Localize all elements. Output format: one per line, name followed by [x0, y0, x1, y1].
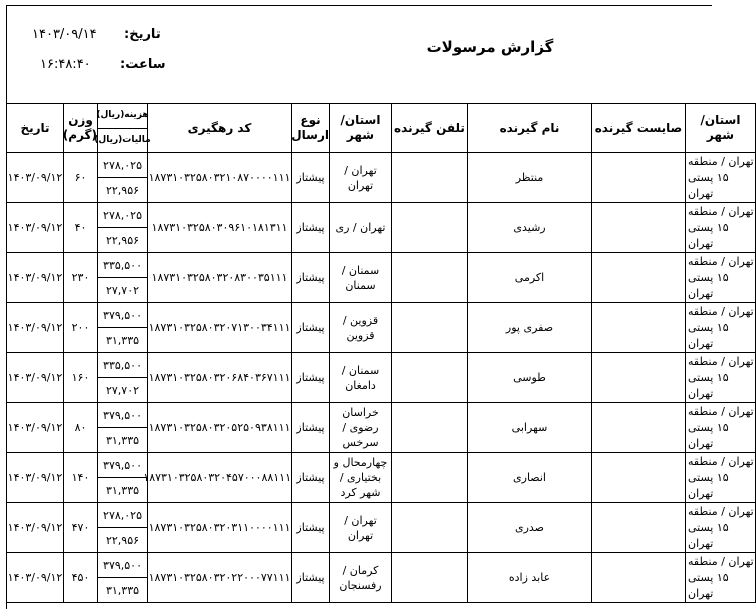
col-tax: مالیات(ریال) — [98, 128, 147, 153]
site-cell — [592, 403, 686, 453]
cost-tax-cell — [98, 453, 148, 503]
site-cell — [592, 303, 686, 353]
receiver-phone-cell — [392, 353, 468, 403]
tracking-cell — [148, 203, 292, 253]
weight-value: ۴۷۰ — [71, 521, 90, 534]
tracking-code: ۱۸۷۳۱۰۳۲۵۸۰۳۲۰۴۵۷۰۰۰۸۸۱۱۱ — [143, 471, 291, 484]
tax-value: ۲۷,۷۰۲ — [105, 383, 140, 397]
col-weight: وزن (گرم) — [64, 104, 98, 153]
weight-cell — [64, 253, 98, 303]
site-cell — [592, 453, 686, 503]
date-cell — [7, 253, 64, 303]
send-type-cell: پیشتاز — [292, 403, 330, 453]
date-value: ۱۴۰۳/۰۹/۱۲ — [7, 321, 63, 334]
col-destination: استان/ شهر — [330, 104, 392, 153]
date-cell — [7, 453, 64, 503]
weight-value: ۲۳۰ — [71, 271, 90, 284]
tax-value: ۲۲,۹۵۶ — [105, 533, 140, 547]
date-value: ۱۴۰۳/۰۹/۱۲ — [7, 271, 63, 284]
table-row — [7, 253, 756, 303]
destination-cell: خراسان رضوی / سرخس — [330, 403, 392, 453]
col-origin: استان/ شهر — [686, 104, 756, 153]
col-date: تاریخ — [7, 104, 64, 153]
receiver-name-cell: طوسی — [468, 353, 592, 403]
send-type-cell: پیشتاز — [292, 453, 330, 503]
tracking-code: ۱۸۷۳۱۰۳۲۵۸۰۳۰۹۶۱۰۱۸۱۳۱۱ — [151, 221, 288, 234]
tracking-code: ۱۸۷۳۱۰۳۲۵۸۰۳۲۰۲۲۰۰۰۷۷۱۱۱ — [148, 571, 291, 584]
weight-value: ۱۴۰ — [71, 471, 90, 484]
origin-cell: تهران / منطقه ۱۵ پستی تهران — [686, 503, 756, 553]
cost-tax-cell — [98, 303, 148, 353]
send-type-cell: پیشتاز — [292, 153, 330, 203]
destination-cell: سمنان / دامغان — [330, 353, 392, 403]
weight-cell — [64, 353, 98, 403]
tracking-cell — [148, 503, 292, 553]
weight-cell — [64, 303, 98, 353]
destination-cell: چهارمحال و بختیاری / شهر کرد — [330, 453, 392, 503]
date-cell — [7, 403, 64, 453]
col-cost-tax — [94, 104, 151, 153]
send-type-cell: پیشتاز — [292, 353, 330, 403]
destination-cell: سمنان / سمنان — [330, 253, 392, 303]
weight-cell — [64, 403, 98, 453]
time-label: ساعت: — [120, 57, 166, 72]
send-type-cell: پیشتاز — [292, 503, 330, 553]
receiver-phone-cell — [392, 253, 468, 303]
weight-value: ۲۰۰ — [71, 321, 90, 334]
weight-value: ۶۰ — [74, 171, 87, 184]
origin-cell: تهران / منطقه ۱۵ پستی تهران — [686, 403, 756, 453]
table-row — [7, 453, 756, 503]
site-cell — [592, 253, 686, 303]
weight-cell — [64, 153, 98, 203]
cost-value: ۳۷۹,۵۰۰ — [103, 408, 142, 422]
date-cell — [7, 303, 64, 353]
tax-value: ۳۱,۳۳۵ — [105, 433, 140, 447]
receiver-name-cell: صدری — [468, 503, 592, 553]
receiver-phone-cell — [392, 153, 468, 203]
tracking-cell — [143, 453, 292, 503]
receiver-phone-cell — [392, 453, 468, 503]
origin-cell: تهران / منطقه ۱۵ پستی تهران — [686, 153, 756, 203]
destination-cell: تهران / تهران — [330, 503, 392, 553]
date-value: ۱۴۰۳/۰۹/۱۲ — [7, 371, 63, 384]
site-cell — [592, 553, 686, 603]
col-send-type: نوع ارسال — [292, 104, 330, 153]
site-cell — [592, 503, 686, 553]
date-value: ۱۴۰۳/۰۹/۱۲ — [7, 571, 63, 584]
receiver-name-cell: انصاری — [468, 453, 592, 503]
date-cell — [7, 153, 64, 203]
cost-value: ۲۷۸,۰۲۵ — [103, 508, 142, 522]
receiver-phone-cell — [392, 503, 468, 553]
tax-value: ۳۱,۳۳۵ — [105, 483, 140, 497]
send-type-cell: پیشتاز — [292, 303, 330, 353]
cost-value: ۳۳۵,۵۰۰ — [103, 358, 142, 372]
table-header-row — [7, 104, 756, 153]
table-row — [7, 353, 756, 403]
origin-cell: تهران / منطقه ۱۵ پستی تهران — [686, 453, 756, 503]
shipments-table — [6, 103, 756, 603]
cost-value: ۲۷۸,۰۲۵ — [103, 208, 142, 222]
col-receiver-phone: تلفن گیرنده — [392, 104, 468, 153]
tracking-cell — [148, 303, 292, 353]
date-cell — [7, 503, 64, 553]
tax-value: ۲۷,۷۰۲ — [105, 283, 140, 297]
tracking-cell — [148, 353, 292, 403]
cost-tax-cell — [98, 353, 148, 403]
tracking-code: ۱۸۷۳۱۰۳۲۵۸۰۳۲۰۵۲۵۰۹۳۸۱۱۱ — [148, 421, 291, 434]
cost-tax-cell — [98, 153, 148, 203]
receiver-name-cell: سهرابی — [468, 403, 592, 453]
site-cell — [592, 353, 686, 403]
date-value: ۱۴۰۳/۰۹/۱۲ — [7, 471, 63, 484]
date-cell — [7, 203, 64, 253]
date-cell — [7, 353, 64, 403]
table-row — [7, 503, 756, 553]
weight-cell — [64, 553, 98, 603]
cost-tax-cell — [98, 253, 148, 303]
send-type-cell: پیشتاز — [292, 253, 330, 303]
tracking-code: ۱۸۷۳۱۰۳۲۵۸۰۳۲۰۶۸۴۰۳۶۷۱۱۱ — [148, 371, 291, 384]
tax-value: ۲۲,۹۵۶ — [105, 183, 140, 197]
cost-tax-cell — [98, 503, 148, 553]
col-receiver-name: نام گیرنده — [468, 104, 592, 153]
cost-value: ۲۷۸,۰۲۵ — [103, 158, 142, 172]
weight-cell — [64, 203, 98, 253]
table-row — [7, 403, 756, 453]
col-tracking: کد رهگیری — [148, 104, 292, 153]
weight-value: ۱۶۰ — [71, 371, 90, 384]
weight-value: ۴۵۰ — [71, 571, 90, 584]
date-value: ۱۴۰۳/۰۹/۱۲ — [7, 171, 63, 184]
time-value: ۱۶:۴۸:۴۰ — [40, 57, 91, 72]
receiver-phone-cell — [392, 403, 468, 453]
receiver-name-cell: منتظر — [468, 153, 592, 203]
weight-value: ۸۰ — [74, 421, 87, 434]
send-type-cell: پیشتاز — [292, 203, 330, 253]
origin-cell: تهران / منطقه ۱۵ پستی تهران — [686, 353, 756, 403]
col-sender-site: صایست گیرنده — [592, 104, 686, 153]
tracking-code: ۱۸۷۳۱۰۳۲۵۸۰۳۲۰۳۱۱۰۰۰۰۱۱۱ — [148, 521, 291, 534]
cost-value: ۳۷۹,۵۰۰ — [103, 308, 142, 322]
report-title: گزارش مرسولات — [426, 38, 554, 56]
cost-tax-cell — [98, 203, 148, 253]
tracking-code: ۱۸۷۳۱۰۳۲۵۸۰۳۲۰۷۱۳۰۰۳۴۱۱۱ — [148, 321, 291, 334]
col-cost: هزینه(ریال) — [96, 110, 149, 121]
destination-cell: تهران / ری — [330, 203, 392, 253]
origin-cell: تهران / منطقه ۱۵ پستی تهران — [686, 303, 756, 353]
cost-value: ۳۷۹,۵۰۰ — [103, 558, 142, 572]
cost-value: ۳۷۹,۵۰۰ — [103, 458, 142, 472]
tax-value: ۳۱,۳۳۵ — [105, 333, 140, 347]
tracking-cell — [148, 253, 292, 303]
destination-cell: تهران / تهران — [330, 153, 392, 203]
table-row — [7, 153, 756, 203]
origin-cell: تهران / منطقه ۱۵ پستی تهران — [686, 553, 756, 603]
date-cell — [7, 553, 64, 603]
page-border — [6, 5, 712, 6]
weight-value: ۴۰ — [74, 221, 87, 234]
receiver-name-cell: عابد زاده — [468, 553, 592, 603]
send-type-cell: پیشتاز — [292, 553, 330, 603]
tax-value: ۲۲,۹۵۶ — [105, 233, 140, 247]
receiver-phone-cell — [392, 303, 468, 353]
destination-cell: قزوین / قزوین — [330, 303, 392, 353]
site-cell — [592, 153, 686, 203]
table-row — [7, 203, 756, 253]
tax-value: ۳۱,۳۳۵ — [105, 583, 140, 597]
date-value: ۱۴۰۳/۰۹/۱۲ — [7, 221, 63, 234]
receiver-name-cell: اکرمی — [468, 253, 592, 303]
cost-value: ۳۳۵,۵۰۰ — [103, 258, 142, 272]
receiver-name-cell: صفری پور — [468, 303, 592, 353]
receiver-phone-cell — [392, 203, 468, 253]
date-value: ۱۴۰۳/۰۹/۱۲ — [7, 421, 63, 434]
tracking-cell — [148, 153, 292, 203]
date-value: ۱۴۰۳/۰۹/۱۲ — [7, 521, 63, 534]
tracking-cell — [148, 553, 292, 603]
receiver-name-cell: رشیدی — [468, 203, 592, 253]
date-value: ۱۴۰۳/۰۹/۱۴ — [32, 27, 97, 42]
origin-cell: تهران / منطقه ۱۵ پستی تهران — [686, 253, 756, 303]
table-row — [7, 553, 756, 603]
weight-cell — [64, 453, 98, 503]
receiver-phone-cell — [392, 553, 468, 603]
cost-tax-cell — [98, 403, 148, 453]
tracking-code: ۱۸۷۳۱۰۳۲۵۸۰۳۲۱۰۸۷۰۰۰۰۱۱۱ — [148, 171, 291, 184]
date-label: تاریخ: — [124, 27, 161, 42]
destination-cell: کرمان / رفسنجان — [330, 553, 392, 603]
weight-cell — [64, 503, 98, 553]
table-row — [7, 303, 756, 353]
cost-tax-cell — [98, 553, 148, 603]
tracking-code: ۱۸۷۳۱۰۳۲۵۸۰۳۲۰۸۳۰۰۳۵۱۱۱ — [151, 271, 288, 284]
tracking-cell — [148, 403, 292, 453]
origin-cell: تهران / منطقه ۱۵ پستی تهران — [686, 203, 756, 253]
site-cell — [592, 203, 686, 253]
